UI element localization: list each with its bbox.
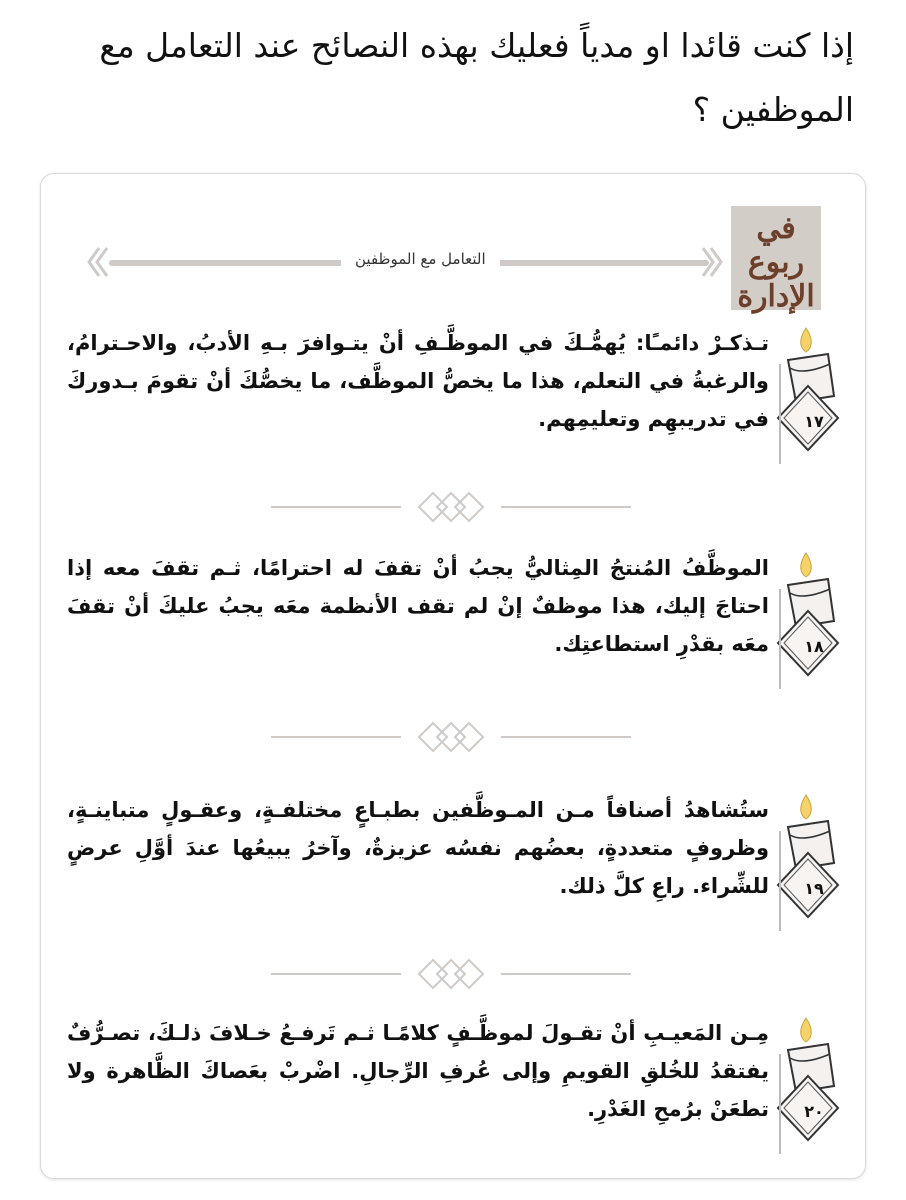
candle-icon [776,1014,848,1164]
chevron-ornament-right-icon [701,244,725,280]
section-divider [271,954,631,994]
tip-text: تـذكـرْ دائمـًا: يُهمُّـكَ في الموظَّـفِ أنْ يتـوافرَ بـهِ الأدبُ، والاحـترامُ، والرغبةُ في التعلم، هذا ما يخصُّ الموظَّف، ما يخصُّكَ أنْ تقومَ بـدوركَ في تدريبهِم وتعليمِهم. [67,331,769,431]
section-divider [271,487,631,527]
tip-text: الموظَّفُ المُنتجُ المِثاليُّ يجبُ أنْ تقفَ له احترامًا، ثـم تقفَ معه إذا احتاجَ إليك، هذا موظفٌ إنْ لم تقف الأنظمة معَه يجبُ عليكَ أنْ تقفَ معَه بقدْرِ استطاعتِك. [67,556,769,656]
header-label: التعامل مع الموظفين [341,250,500,268]
candle-icon [776,324,848,474]
tip-number: ١٩ [804,879,824,898]
post-title: إذا كنت قائدا او مدياً فعليك بهذه النصائح عند التعامل مع الموظفين ؟ [99,26,854,129]
tip-number: ١٨ [804,637,824,656]
brand-logo [731,206,821,314]
brand-text: في ربوع الإدارة [737,211,815,314]
tip-text: ستُشاهدُ أصنافاً مـن المـوظَّفين بطبـاعٍ مختلفـةٍ، وعقـولٍ متباينـةٍ، وظروفٍ متعددةٍ، بعضُهم نفسُه عزيزةٌ، وآخرُ يبيعُها عندَ أوَّلِ عرضٍ للشِّراء. راعِ كلَّ ذلك. [67,798,769,898]
tip-text: مِـن المَعيـبِ أنْ تقـولَ لموظَّـفٍ كلامًـا ثـم تَرفـعُ خـلافَ ذلـكَ، تصـرُّفٌ يفتقدُ للخُلقِ القويمِ وإلى عُرفِ الرِّجالِ. اضْربْ بعَصاكَ الظَّاهرة ولا تطعَنْ برُمحِ الغَدْرِ. [67,1021,769,1121]
candle-icon [776,791,848,941]
candle-icon [776,549,848,699]
section-divider [271,717,631,757]
tip-number: ١٧ [804,412,824,431]
tip-number: ٢٠ [804,1102,824,1121]
document-card [40,173,866,1179]
chevron-ornament-left-icon [85,244,109,280]
document-header [41,204,865,314]
